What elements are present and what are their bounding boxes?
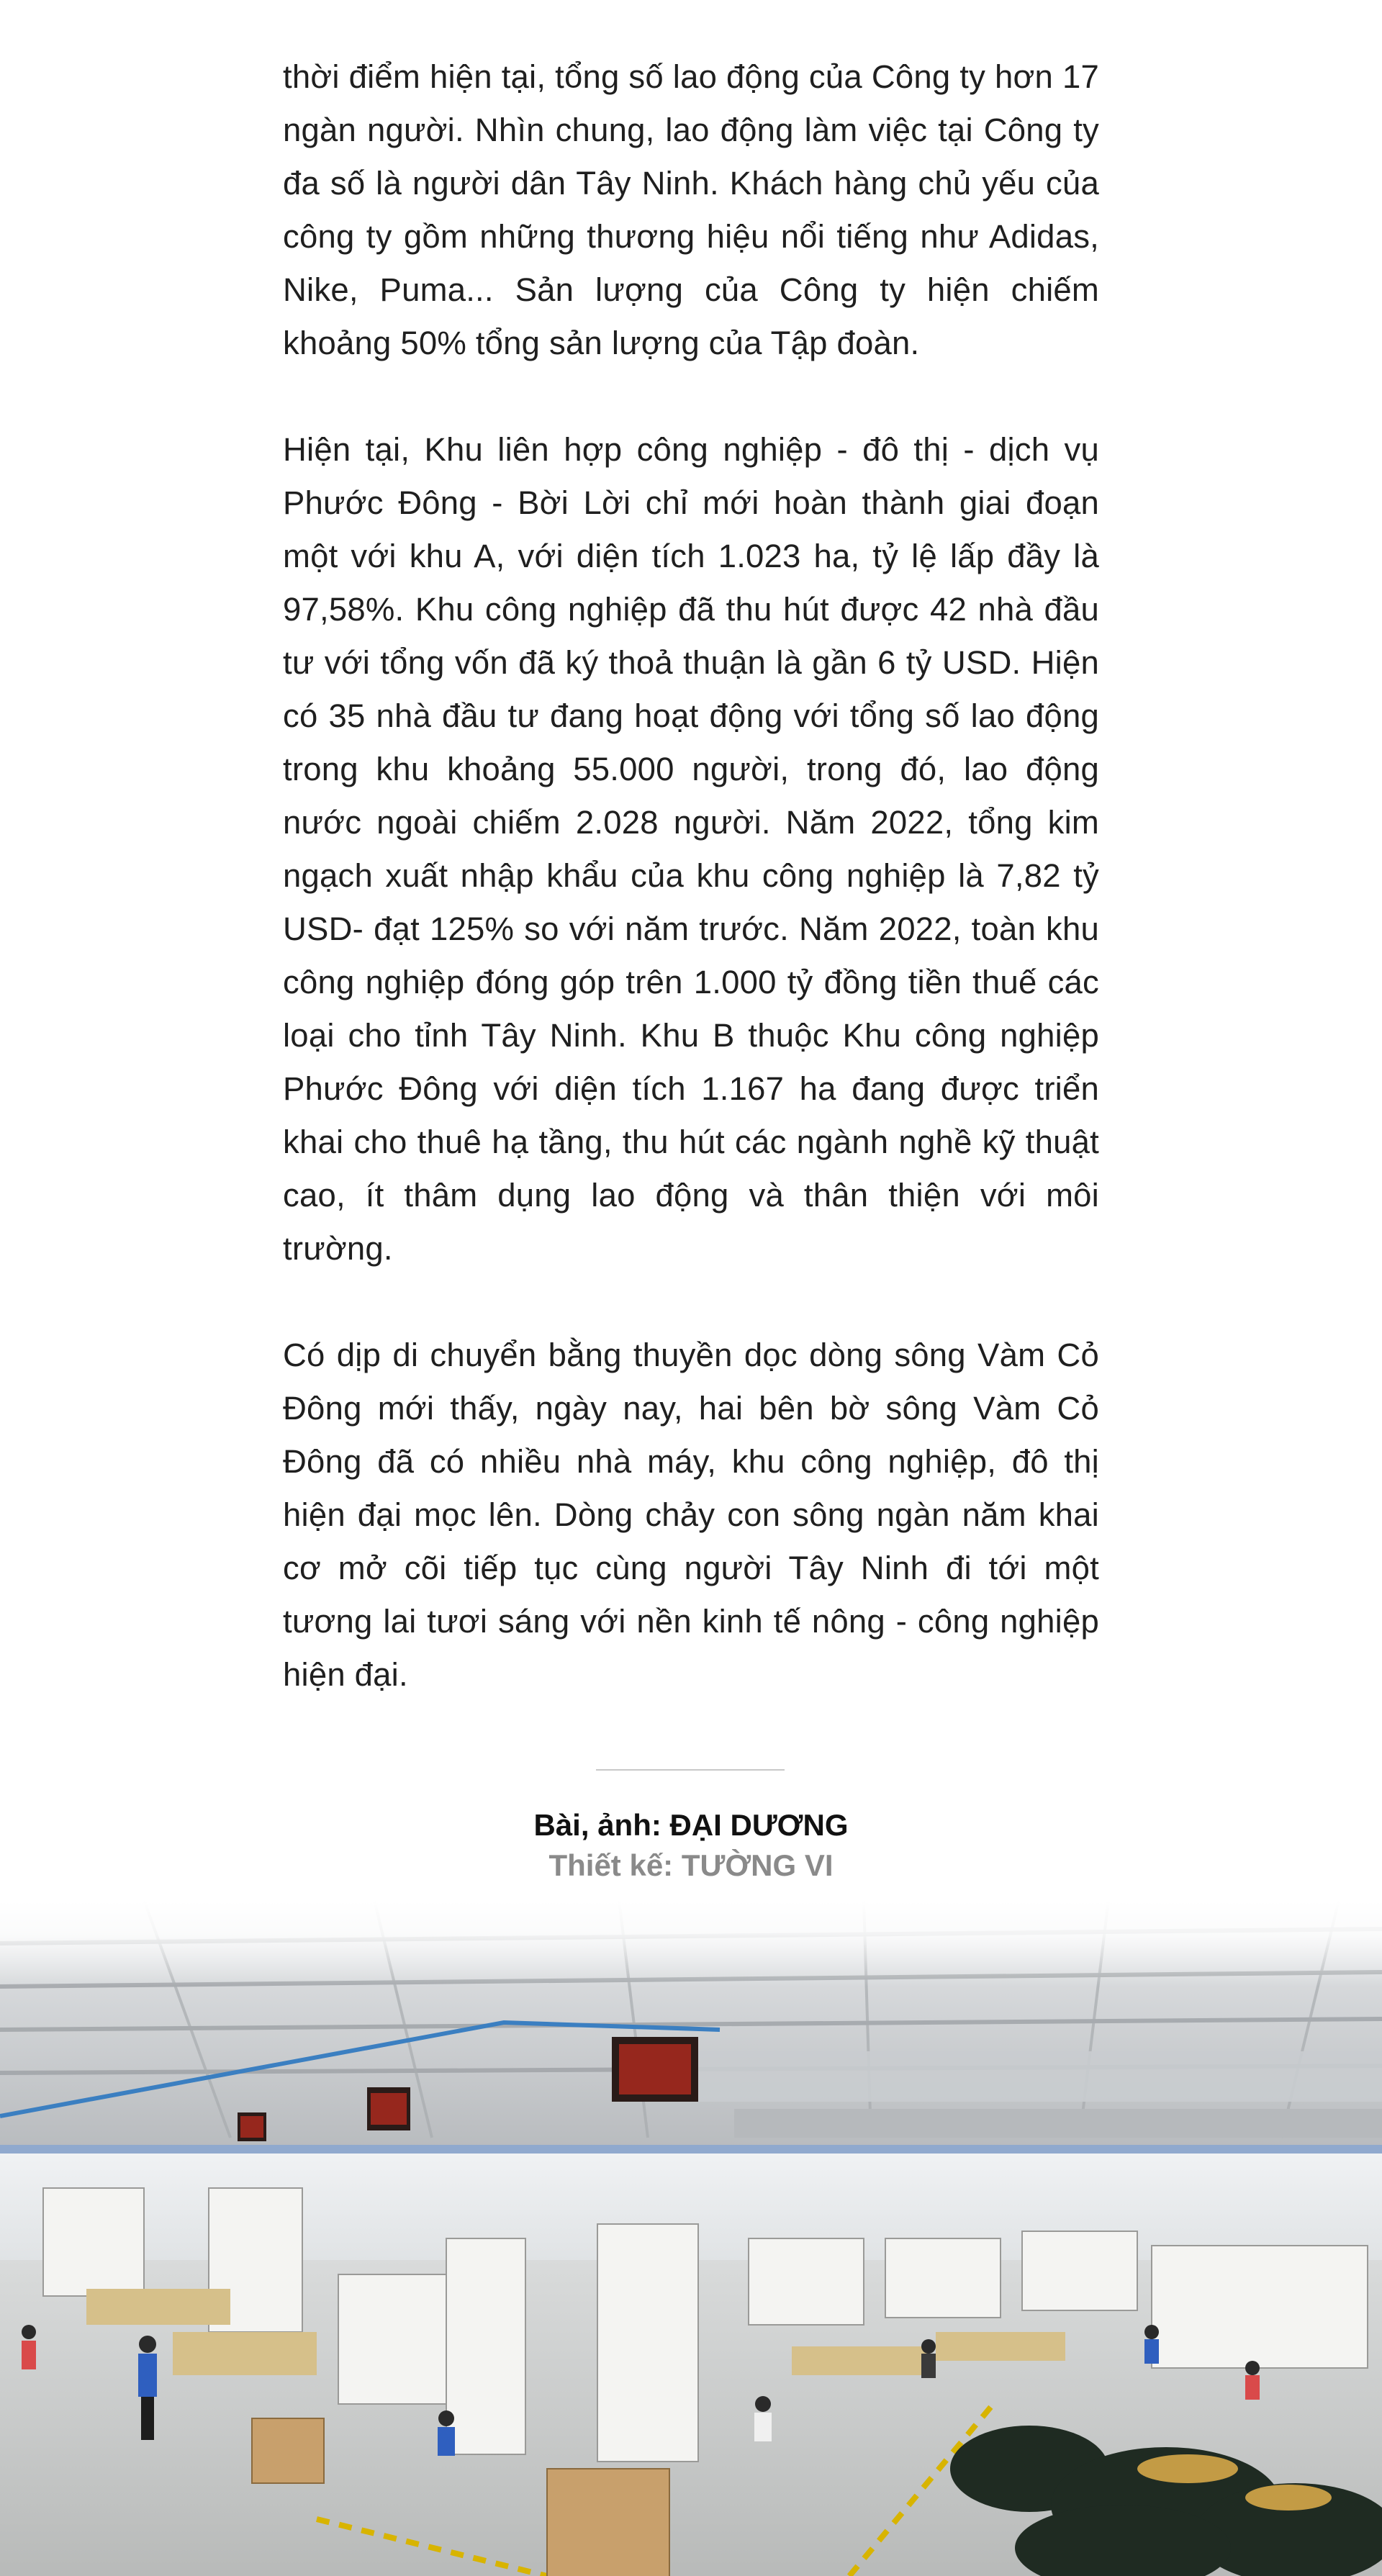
factory-floor-photo — [0, 1900, 1382, 2576]
credits — [0, 1805, 1382, 1886]
article-paragraph: Có dịp di chuyển bằng thuyền dọc dòng sông Vàm Cỏ Đông mới thấy, ngày nay, hai bên bờ sông Vàm Cỏ Đông đã có nhiều nhà máy, khu công nghiệp, đô thị hiện đại mọc lên. Dòng chảy con sông ngàn năm khai cơ mở cõi tiếp tục cùng người Tây Ninh đi tới một tương lai tươi sáng với nền kinh tế nông - công nghiệp hiện đại. — [283, 1337, 1099, 1693]
factory-photo-illustration — [0, 1900, 1382, 2576]
photo-top-fade — [0, 1900, 1382, 1987]
article-paragraph: thời điểm hiện tại, tổng số lao động của Công ty hơn 17 ngàn người. Nhìn chung, lao động làm việc tại Công ty đa số là người dân Tây Ninh. Khách hàng chủ yếu của công ty gồm những thương hiệu nổi tiếng như Adidas, Nike, Puma... Sản lượng của Công ty hiện chiếm khoảng 50% tổng sản lượng của Tập đoàn. — [283, 58, 1099, 361]
article-paragraph: Hiện tại, Khu liên hợp công nghiệp - đô thị - dịch vụ Phước Đông - Bời Lời chỉ mới hoàn thành giai đoạn một với khu A, với diện tích 1.023 ha, tỷ lệ lấp đầy là 97,58%. Khu công nghiệp đã thu hút được 42 nhà đầu tư với tổng vốn đã ký thoả thuận là gần 6 tỷ USD. Hiện có 35 nhà đầu tư đang hoạt động với tổng số lao động trong khu khoảng 55.000 người, trong đó, lao động nước ngoài chiếm 2.028 người. Năm 2022, tổng kim ngạch xuất nhập khẩu của khu công nghiệp là 7,82 tỷ USD- đạt 125% so với năm trước. Năm 2022, toàn khu công nghiệp đóng góp trên 1.000 tỷ đồng tiền thuế các loại cho tỉnh Tây Ninh. Khu B thuộc Khu công nghiệp Phước Đông với diện tích 1.167 ha đang được triển khai cho thuê hạ tầng, thu hút các ngành nghề kỹ thuật cao, ít thâm dụng lao động và thân thiện với môi trường. — [283, 431, 1099, 1267]
divider — [596, 1769, 785, 1771]
article-body — [283, 50, 1099, 1701]
credit-design: Thiết kế: TƯỜNG VI — [548, 1848, 834, 1882]
credit-author: Bài, ảnh: ĐẠI DƯƠNG — [533, 1808, 849, 1842]
